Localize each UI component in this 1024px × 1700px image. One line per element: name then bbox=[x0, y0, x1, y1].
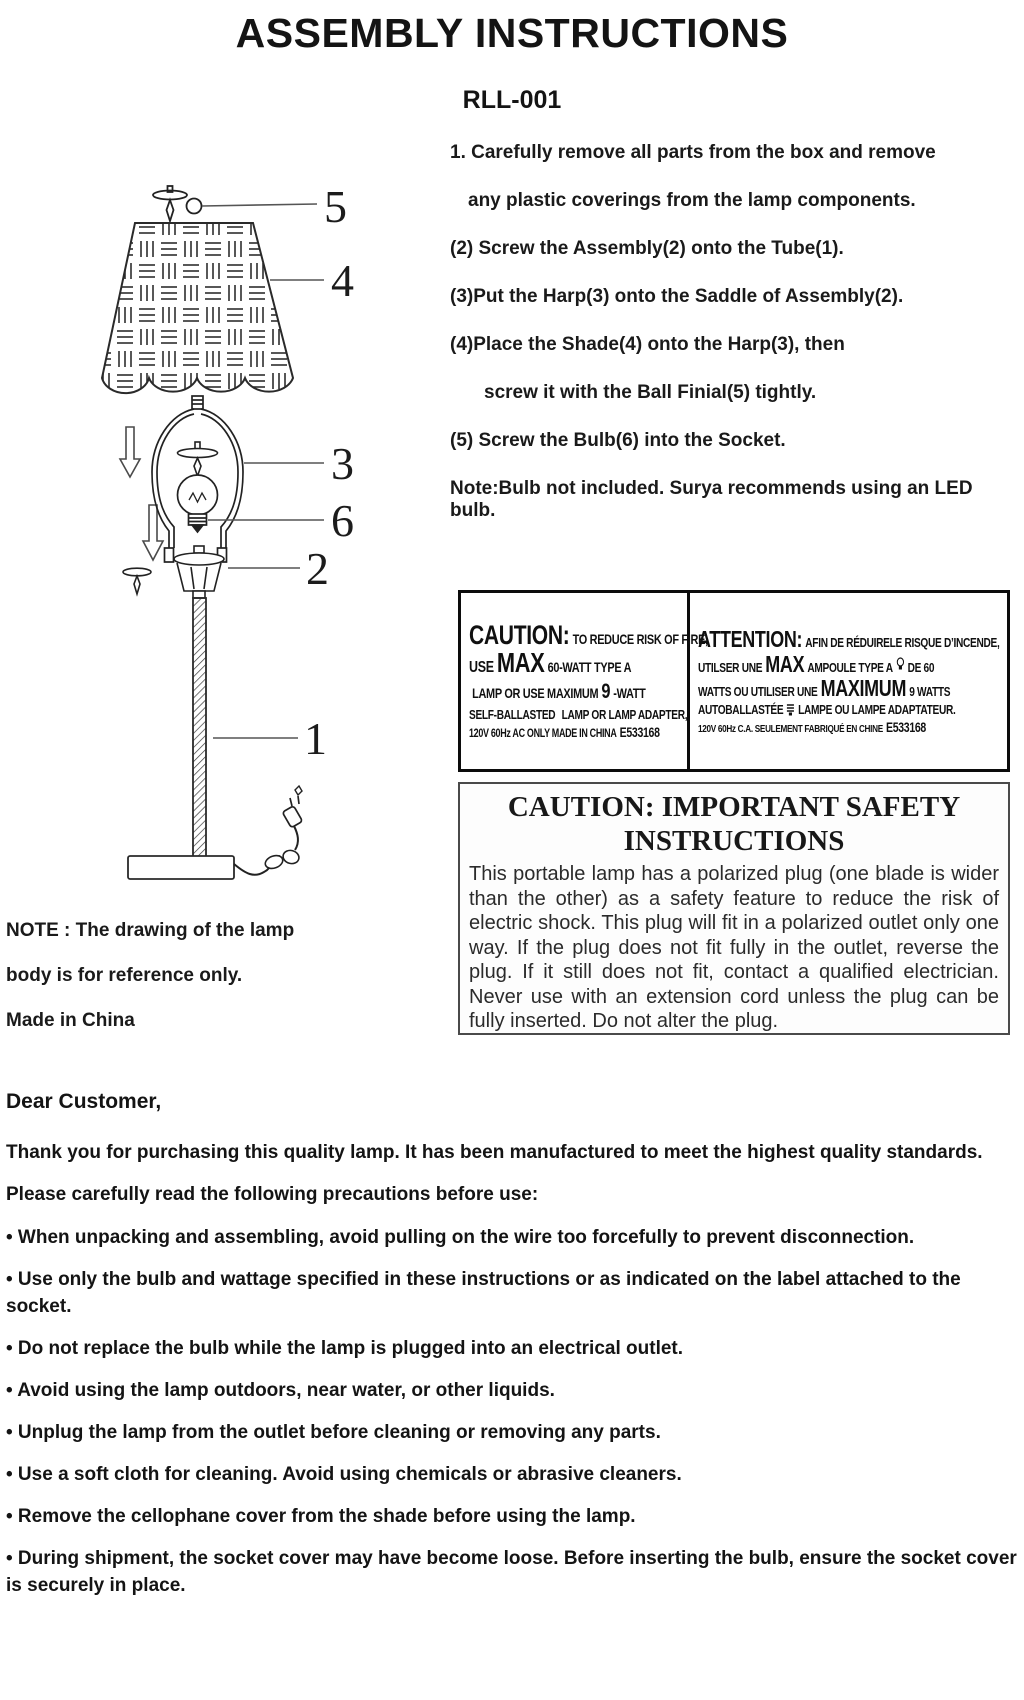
step-line: 1. Carefully remove all parts from the box and remove bbox=[450, 142, 936, 163]
tube-sketch bbox=[193, 598, 206, 858]
customer-intro: Thank you for purchasing this quality lamp. It has been manufactured to meet the highest quality standards. Please carefully read the following precautions before use: bbox=[6, 1142, 983, 1205]
cord-plug-sketch bbox=[234, 786, 303, 875]
certification-number: E533168 bbox=[619, 725, 660, 740]
part-number-3: 3 bbox=[331, 438, 354, 489]
safety-instructions-box bbox=[458, 782, 1010, 1035]
note-line: NOTE : The drawing of the lamp bbox=[6, 920, 295, 941]
caution-max: MAX bbox=[496, 647, 545, 678]
precaution-item: • Do not replace the bulb while the lamp is plugged into an electrical outlet. bbox=[6, 1338, 684, 1359]
part-number-5: 5 bbox=[324, 181, 347, 232]
safety-title bbox=[469, 790, 999, 858]
customer-greeting: Dear Customer, bbox=[6, 1090, 162, 1113]
caution-text: AFIN DE RÉDUIRELE RISQUE D’INCENDE, bbox=[805, 634, 1000, 650]
caution-text: 9 WATTS bbox=[909, 683, 951, 699]
finial-sketch bbox=[178, 442, 218, 476]
step-line: (5) Screw the Bulb(6) into the Socket. bbox=[450, 430, 786, 451]
precaution-item: • Use a soft cloth for cleaning. Avoid using chemicals or abrasive cleaners. bbox=[6, 1464, 682, 1485]
caution-text: DE 60 bbox=[907, 659, 935, 675]
bulb-icon bbox=[896, 657, 905, 672]
precaution-item: • Use only the bulb and wattage specified in these instructions or as indicated on the label attached to the socket. bbox=[6, 1269, 961, 1317]
attention-heading: ATTENTION: bbox=[698, 625, 803, 652]
caution-label-french bbox=[687, 593, 1024, 769]
part-number-6: 6 bbox=[331, 495, 354, 546]
caution-text: -WATT bbox=[613, 685, 646, 701]
step-line: any plastic coverings from the lamp components. bbox=[468, 190, 916, 211]
part-number-4: 4 bbox=[331, 255, 354, 306]
customer-section bbox=[6, 1090, 1018, 1614]
ball-finial-sketch bbox=[153, 186, 202, 221]
page-title: ASSEMBLY INSTRUCTIONS bbox=[235, 10, 789, 56]
caution-text: 60-WATT TYPE A bbox=[547, 659, 632, 675]
lamp-diagram bbox=[48, 150, 448, 890]
caution-text: LAMP OR USE MAXIMUM bbox=[472, 685, 599, 701]
caution-text: SELF-BALLASTED bbox=[469, 707, 556, 722]
precaution-item: • Avoid using the lamp outdoors, near water, or other liquids. bbox=[6, 1380, 555, 1401]
caution-label-english bbox=[461, 593, 708, 769]
caution-text: 120V 60Hz C.A. SEULEMENT FABRIQUÉ EN CHINE bbox=[698, 722, 883, 735]
caution-text: AUTOBALLASTÉE bbox=[698, 701, 784, 717]
step-line: (2) Screw the Assembly(2) onto the Tube(1). bbox=[450, 238, 844, 259]
assembly-steps bbox=[450, 142, 1024, 522]
model-number: RLL-001 bbox=[462, 86, 562, 114]
caution-max: MAX bbox=[765, 650, 805, 677]
safety-title-line1: CAUTION: IMPORTANT SAFETY bbox=[507, 791, 961, 823]
certification-number: E533168 bbox=[885, 719, 926, 735]
caution-text: UTILSER UNE bbox=[698, 659, 763, 675]
caution-heading: CAUTION: bbox=[469, 620, 570, 650]
caution-max: MAXIMUM bbox=[820, 674, 907, 701]
made-in-china-label: Made in China bbox=[6, 1010, 135, 1031]
precaution-item: • Unplug the lamp from the outlet before cleaning or removing any parts. bbox=[6, 1422, 661, 1443]
precaution-item: • Remove the cellophane cover from the shade before using the lamp. bbox=[6, 1506, 636, 1527]
bulb-note: Note:Bulb not included. Surya recommends using an LED bulb. bbox=[450, 478, 973, 521]
part-number-1: 1 bbox=[304, 713, 327, 764]
step-line: (4)Place the Shade(4) onto the Harp(3), then bbox=[450, 334, 845, 355]
caution-text: USE bbox=[469, 659, 494, 676]
caution-text: 9 bbox=[601, 680, 611, 703]
reference-note bbox=[6, 920, 326, 1055]
safety-body-text: This portable lamp has a polarized plug (one blade is wider than the other) as a safety feature to reduce the risk of electric shock. This plug will fit in a polarized outlet only one way. If the plug does not fit fully in the outlet, reverse the plug. If it still does not fit, contact a qualified electrician. Never use with an extension cord unless the plug can be fully inserted. Do not alter the plug. bbox=[469, 863, 999, 1032]
caution-text: LAMPE OU LAMPE ADAPTATEUR. bbox=[798, 701, 956, 717]
caution-text: LAMP OR LAMP ADAPTER, bbox=[561, 707, 688, 722]
precaution-item: • During shipment, the socket cover may have become loose. Before inserting the bulb, ensure the socket cover is securely in place. bbox=[6, 1548, 1017, 1596]
caution-text: 120V 60Hz AC ONLY MADE IN CHINA bbox=[469, 728, 617, 740]
shade-sketch bbox=[102, 223, 293, 393]
bulb-sketch bbox=[178, 475, 218, 532]
step-line: screw it with the Ball Finial(5) tightly. bbox=[484, 382, 817, 403]
leader-line-5 bbox=[202, 204, 317, 206]
cfl-bulb-icon bbox=[786, 703, 795, 716]
step-line: (3)Put the Harp(3) onto the Saddle of Assembly(2). bbox=[450, 286, 904, 307]
caution-text: WATTS OU UTILISER UNE bbox=[698, 683, 818, 699]
caution-text: TO REDUCE RISK OF FIRE, bbox=[572, 631, 708, 647]
precaution-item: • When unpacking and assembling, avoid pulling on the wire too forcefully to prevent disconnection. bbox=[6, 1227, 915, 1248]
base-sketch bbox=[128, 856, 234, 879]
note-line: body is for reference only. bbox=[6, 965, 243, 986]
safety-title-line2: INSTRUCTIONS bbox=[623, 825, 845, 857]
caution-text: AMPOULE TYPE A bbox=[807, 659, 893, 675]
caution-label-box bbox=[458, 590, 1010, 772]
part-number-2: 2 bbox=[306, 543, 329, 594]
